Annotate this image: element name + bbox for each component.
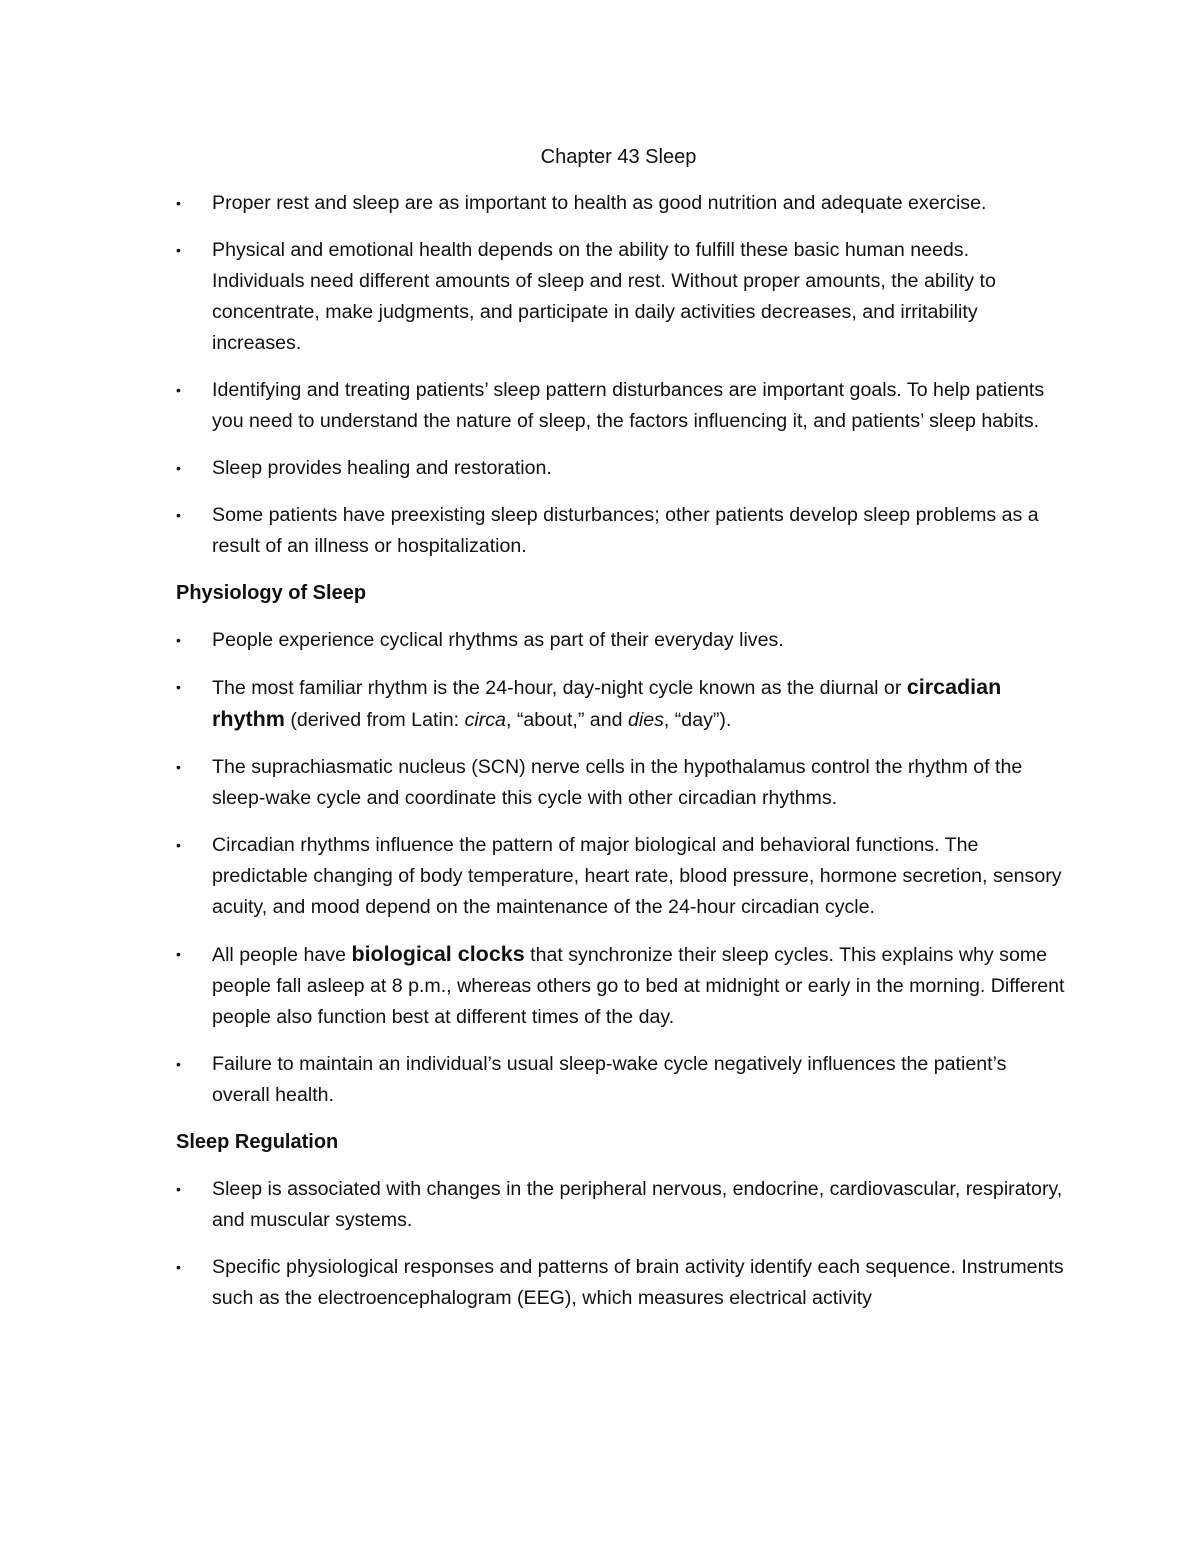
bullet-icon: • [176, 679, 181, 695]
section-heading: Physiology of Sleep [176, 582, 367, 604]
bullet-text [212, 834, 1062, 918]
section-heading: Sleep Regulation [176, 1131, 339, 1153]
bullet-icon: • [176, 1181, 181, 1197]
text-run: (derived from Latin: [284, 709, 465, 731]
section-bullet-list [176, 625, 1066, 1111]
text-run: that synchronize their sleep cycles. This explains why some people fall asleep at 8 p.m., whereas others go to bed at midnight or early in the morning. Different people also function best at different times of the day. [212, 944, 1065, 1028]
bullet-text [212, 1256, 1064, 1309]
bullet-text [212, 756, 1022, 809]
text-run: The suprachiasmatic nucleus (SCN) nerve cells in the hypothalamus control the rhythm of the sleep-wake cycle and coordinate this cycle with other circadian rhythms. [212, 756, 1023, 809]
bullet-text [212, 239, 996, 354]
bullet-icon: • [176, 382, 181, 398]
text-run: People experience cyclical rhythms as part of their everyday lives. [212, 629, 784, 651]
bullet-item [176, 830, 1066, 923]
bullet-text [212, 629, 784, 651]
bullet-icon: • [176, 460, 181, 476]
bullet-icon: • [176, 1259, 181, 1275]
bullet-text [212, 457, 552, 479]
bullet-item [176, 672, 1066, 736]
document-body [176, 188, 1066, 1330]
text-run: All people have [212, 944, 352, 966]
text-run: Proper rest and sleep are as important to health as good nutrition and adequate exercise. [212, 192, 987, 214]
bullet-text [212, 1178, 1062, 1231]
text-run: The most familiar rhythm is the 24-hour, day-night cycle known as the diurnal or [212, 677, 907, 699]
bullet-icon: • [176, 759, 181, 775]
bullet-item [176, 1174, 1066, 1236]
bullet-icon: • [176, 837, 181, 853]
italic-term: dies [627, 709, 664, 731]
bullet-icon: • [176, 632, 181, 648]
key-term: biological clocks [351, 942, 525, 966]
bullet-item [176, 752, 1066, 814]
bullet-icon: • [176, 1056, 181, 1072]
text-run: Physical and emotional health depends on the ability to fulfill these basic human needs. Individuals need different amounts of sleep and rest. Without proper amounts, the ability to concentrate, make judgments, and participate in daily activities decreases, and irritability increases. [212, 239, 996, 354]
document-section [176, 578, 1066, 1111]
bullet-item [176, 235, 1066, 359]
bullet-icon: • [176, 195, 181, 211]
page-title: Chapter 43 Sleep [540, 146, 697, 168]
text-run: , “about,” and [505, 709, 628, 731]
text-run: Specific physiological responses and patterns of brain activity identify each sequence. Instruments such as the electroencephalogram (EEG), which measures electrical activity [212, 1256, 1064, 1309]
bullet-text [212, 677, 1001, 731]
intro-bullet-list [176, 188, 1066, 562]
bullet-text [212, 504, 1039, 557]
bullet-item [176, 188, 1066, 219]
bullet-item [176, 625, 1066, 656]
key-term: circadian rhythm [212, 675, 1002, 731]
text-run: Sleep provides healing and restoration. [212, 457, 552, 479]
bullet-icon: • [176, 507, 181, 523]
bullet-item [176, 453, 1066, 484]
document-section [176, 1127, 1066, 1314]
bullet-text [212, 379, 1044, 432]
section-bullet-list [176, 1174, 1066, 1314]
text-run: Failure to maintain an individual’s usual sleep-wake cycle negatively influences the patient’s overall health. [212, 1053, 1007, 1106]
bullet-text [212, 944, 1064, 1028]
text-run: Identifying and treating patients’ sleep pattern disturbances are important goals. To help patients you need to understand the nature of sleep, the factors influencing it, and patients’ sleep habits. [212, 379, 1045, 432]
text-run: Some patients have preexisting sleep disturbances; other patients develop sleep problems as a result of an illness or hospitalization. [212, 504, 1039, 557]
text-run: Circadian rhythms influence the pattern of major biological and behavioral functions. The predictable changing of body temperature, heart rate, blood pressure, hormone secretion, sensory acuity, and mood depend on the maintenance of the 24-hour circadian cycle. [212, 834, 1062, 918]
bullet-item [176, 500, 1066, 562]
bullet-text [212, 1053, 1006, 1106]
bullet-icon: • [176, 946, 181, 962]
text-run: , “day”). [663, 709, 732, 731]
bullet-text [212, 192, 986, 214]
bullet-icon: • [176, 242, 181, 258]
bullet-item [176, 375, 1066, 437]
bullet-item [176, 1252, 1066, 1314]
bullet-item [176, 1049, 1066, 1111]
sections-container [176, 578, 1066, 1314]
italic-term: circa [464, 709, 506, 731]
bullet-item [176, 939, 1066, 1033]
text-run: Sleep is associated with changes in the peripheral nervous, endocrine, cardiovascular, respiratory, and muscular systems. [212, 1178, 1063, 1231]
